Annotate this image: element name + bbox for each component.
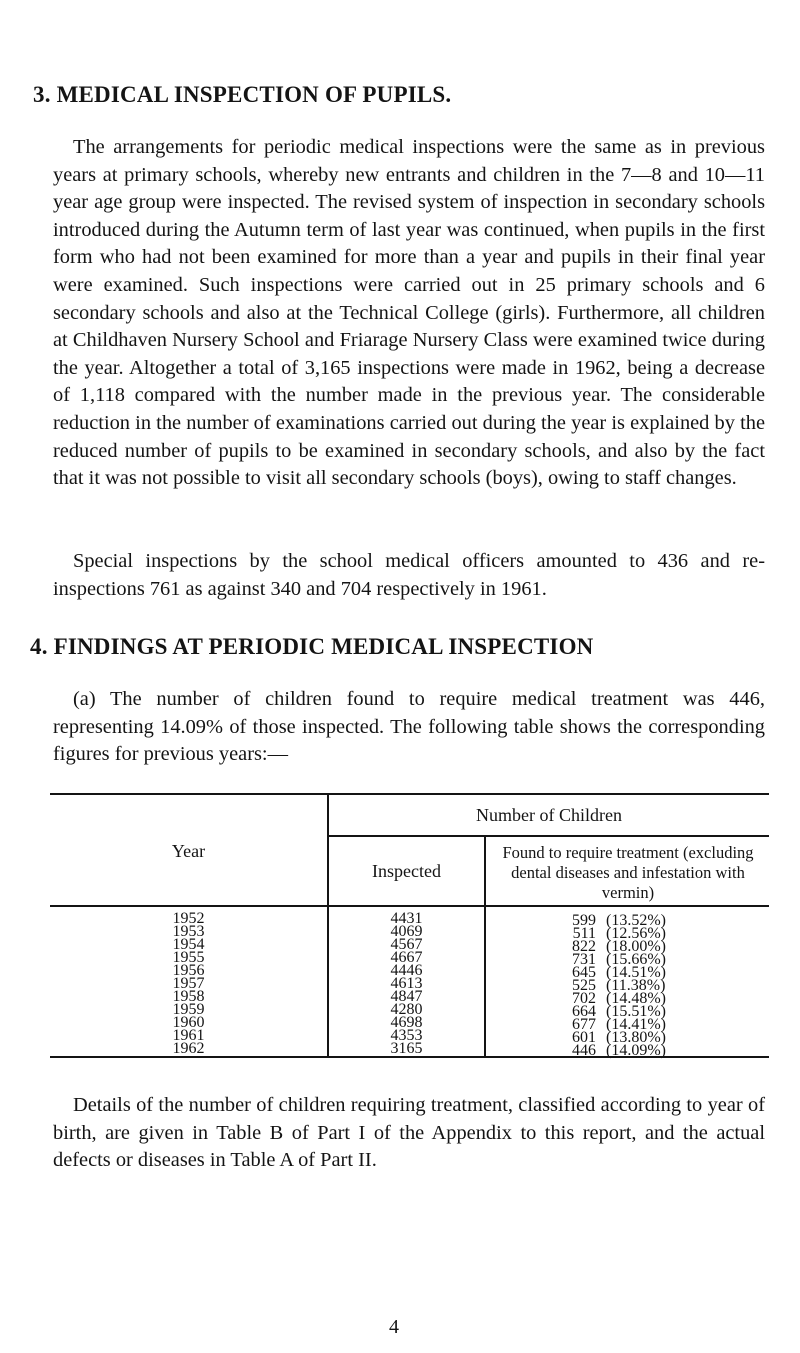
table-cell-found-percent: (11.38%) [606,977,666,994]
section-4-paragraph-1: (a) The number of children found to require medical treatment was 446, representing 14.09% of those inspected. The following table shows the corresponding figures for previous years:— [53,688,765,766]
inspected-column [329,910,484,1057]
table-cell-found-percent: (13.52%) [606,912,666,929]
table-cell-found-percent: (14.09%) [606,1042,666,1059]
table-cell-found-count: 677 [572,1016,596,1033]
table-top-rule [50,793,769,795]
header-year: Year [171,841,206,861]
table-cell-found-percent: (15.51%) [606,1003,666,1020]
table-cell-year: 1955 [172,949,205,966]
table-cell-found-count: 446 [572,1042,596,1059]
table-cell-found-count: 822 [572,938,596,955]
section-3-heading: 3. MEDICAL INSPECTION OF PUPILS. [33,82,452,107]
table-cell-year: 1962 [172,1040,205,1057]
table-cell-year: 1961 [172,1027,205,1044]
table-cell-found-percent: (12.56%) [606,925,666,942]
table-cell-year: 1956 [172,962,205,979]
table-cell-found-percent: (15.66%) [606,951,666,968]
table-cell-inspected: 4280 [390,1001,423,1018]
table-cell-found-percent: (14.48%) [606,990,666,1007]
table-cell-year: 1960 [172,1014,205,1031]
table-cell-inspected: 3165 [390,1040,423,1057]
section-3-paragraph-2: Special inspections by the school medical officers amounted to 436 and re-inspections 761 as against 340 and 704 respectively in 1961. [53,550,765,600]
header-number-of-children: Number of Children [476,805,622,825]
table-cell-found-count: 702 [572,990,596,1007]
table-cell-year: 1957 [172,975,205,992]
table-cell-inspected: 4069 [390,923,423,940]
table-cell-found-count: 599 [572,912,596,929]
page-number: 4 [389,1316,399,1338]
table-cell-inspected: 4847 [390,988,423,1005]
header-found-to-require-treatment: Found to require treatment (excluding dental diseases and infestation with vermin) [502,843,754,902]
table-cell-year: 1959 [172,1001,205,1018]
table-cell-found-percent: (14.51%) [606,964,666,981]
table-cell-found-count: 525 [572,977,596,994]
table-subheader-rule [327,835,769,837]
table-divider-inspected [484,835,486,1058]
table-cell-inspected: 4567 [390,936,423,953]
table-cell-found-count: 511 [572,925,596,942]
table-cell-year: 1953 [172,923,205,940]
table-cell-inspected: 4667 [390,949,423,966]
table-cell-year: 1952 [172,910,205,927]
table-cell-found-count: 645 [572,964,596,981]
section-4-heading: 4. FINDINGS AT PERIODIC MEDICAL INSPECTION [30,634,594,659]
table-cell-inspected: 4446 [390,962,423,979]
inspection-table [50,793,769,1065]
table-cell-found-percent: (18.00%) [606,938,666,955]
table-cell-inspected: 4431 [390,910,423,927]
section-4-paragraph-2: Details of the number of children requiring treatment, classified according to year of birth, are given in Table B of Part I of the Appendix to this report, and the actual defects or diseases in Table A of Part II. [53,1094,765,1172]
found-column [568,912,768,1059]
table-cell-found-count: 664 [572,1003,596,1020]
table-cell-inspected: 4353 [390,1027,423,1044]
table-cell-year: 1958 [172,988,205,1005]
header-inspected: Inspected [372,861,441,881]
table-cell-found-percent: (13.80%) [606,1029,666,1046]
table-header-rule [50,905,769,907]
table-cell-year: 1954 [172,936,205,953]
year-column [50,910,327,1057]
table-cell-found-count: 601 [572,1029,596,1046]
section-3-paragraph-1: The arrangements for periodic medical inspections were the same as in previous years at primary schools, whereby new entrants and children in the 7—8 and 10—11 year age group were inspected. The revised system of inspection in secondary schools introduced during the Autumn term of last year was continued, when pupils in the first form who had not been examined for more than a year and pupils in their final year were examined. Such inspections were carried out in 25 primary schools and 6 secondary schools and also at the Technical College (girls). Furthermore, all children at Childhaven Nursery School and Friarage Nursery Class were examined twice during the year. Altogether a total of 3,165 inspections were made in 1962, being a decrease of 1,118 compared with the number made in the previous year. The considerable reduction in the number of examinations carried out during the year is explained by the reduced number of pupils to be examined in secondary schools, and also by the fact that it was not possible to visit all secondary schools (boys), owing to staff changes. [53,136,765,490]
table-cell-inspected: 4698 [390,1014,423,1031]
table-cell-found-count: 731 [572,951,596,968]
table-cell-found-percent: (14.41%) [606,1016,666,1033]
table-cell-inspected: 4613 [390,975,423,992]
